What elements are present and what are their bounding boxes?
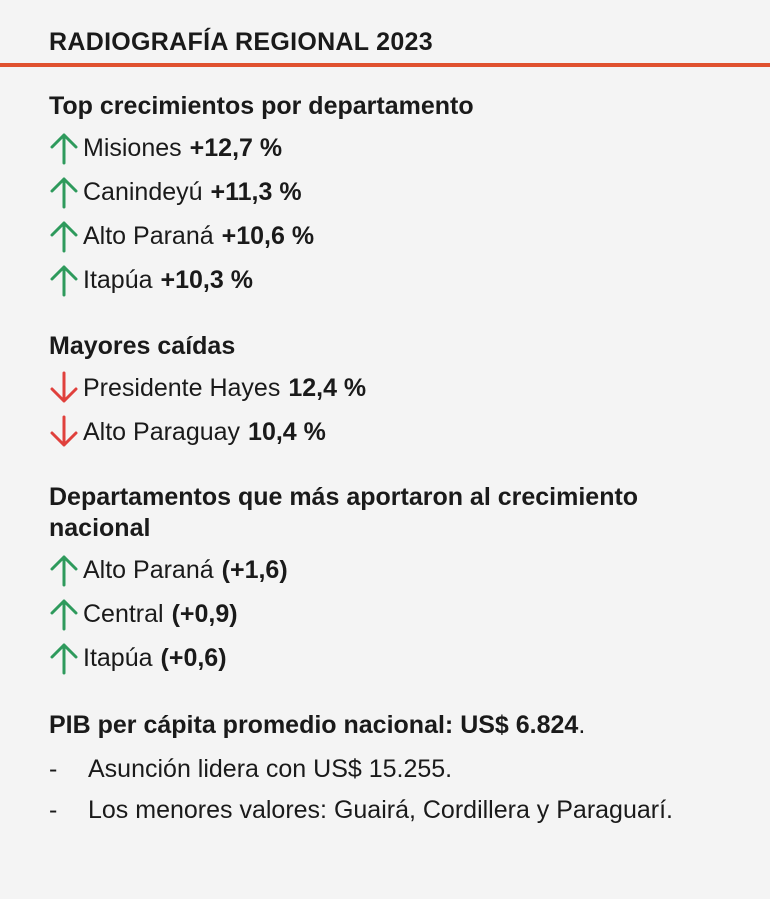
department-value: (+0,9) bbox=[171, 599, 238, 628]
arrow-down-icon bbox=[49, 371, 79, 405]
biggest-drops-list bbox=[49, 366, 740, 454]
bullet-text: Asunción lidera con US$ 15.255. bbox=[88, 755, 453, 783]
arrow-up-icon bbox=[49, 263, 79, 297]
list-item bbox=[49, 170, 740, 214]
list-item bbox=[49, 755, 740, 784]
page-title: RADIOGRAFÍA REGIONAL 2023 bbox=[49, 28, 433, 56]
pib-period: . bbox=[578, 711, 586, 739]
section-title-biggest-drops: Mayores caídas bbox=[49, 332, 236, 360]
bullet-dash: - bbox=[49, 755, 58, 783]
department-name: Itapúa bbox=[83, 265, 153, 294]
department-name: Itapúa bbox=[83, 643, 153, 672]
list-item bbox=[49, 410, 740, 454]
department-value: (+1,6) bbox=[221, 555, 288, 584]
department-name: Alto Paraguay bbox=[83, 417, 241, 446]
department-name: Alto Paraná bbox=[83, 221, 214, 250]
arrow-up-icon bbox=[49, 219, 79, 253]
list-item bbox=[49, 548, 740, 592]
header bbox=[0, 0, 770, 67]
bullet-dash: - bbox=[49, 796, 58, 824]
arrow-up-icon bbox=[49, 641, 79, 675]
pib-summary bbox=[49, 680, 740, 741]
list-item bbox=[49, 214, 740, 258]
department-name: Misiones bbox=[83, 133, 182, 162]
section-title-top-growth: Top crecimientos por departamento bbox=[49, 92, 474, 120]
top-growth-list bbox=[49, 126, 740, 302]
list-item bbox=[49, 592, 740, 636]
list-item bbox=[49, 796, 740, 825]
department-name: Presidente Hayes bbox=[83, 373, 281, 402]
arrow-up-icon bbox=[49, 175, 79, 209]
arrow-up-icon bbox=[49, 597, 79, 631]
department-value: 10,4 % bbox=[248, 417, 326, 446]
bullet-text: Los menores valores: Guairá, Cordillera y Paraguarí. bbox=[88, 796, 673, 824]
department-name: Canindeyú bbox=[83, 177, 203, 206]
pib-title: PIB per cápita promedio nacional: US$ 6.824 bbox=[49, 711, 579, 739]
department-name: Central bbox=[83, 599, 164, 628]
content bbox=[0, 67, 770, 825]
department-value: +11,3 % bbox=[210, 177, 302, 206]
list-item bbox=[49, 636, 740, 680]
department-value: +12,7 % bbox=[189, 133, 283, 162]
list-item bbox=[49, 258, 740, 302]
section-title-contributors: Departamentos que más aportaron al crecimiento nacional bbox=[49, 483, 639, 542]
arrow-down-icon bbox=[49, 415, 79, 449]
arrow-up-icon bbox=[49, 553, 79, 587]
department-value: (+0,6) bbox=[160, 643, 227, 672]
pib-bullets bbox=[49, 755, 740, 825]
department-name: Alto Paraná bbox=[83, 555, 214, 584]
list-item bbox=[49, 366, 740, 410]
contributors-list bbox=[49, 548, 740, 680]
list-item bbox=[49, 126, 740, 170]
department-value: 12,4 % bbox=[288, 373, 367, 402]
arrow-up-icon bbox=[49, 131, 79, 165]
department-value: +10,6 % bbox=[221, 221, 315, 250]
department-value: +10,3 % bbox=[160, 265, 253, 294]
